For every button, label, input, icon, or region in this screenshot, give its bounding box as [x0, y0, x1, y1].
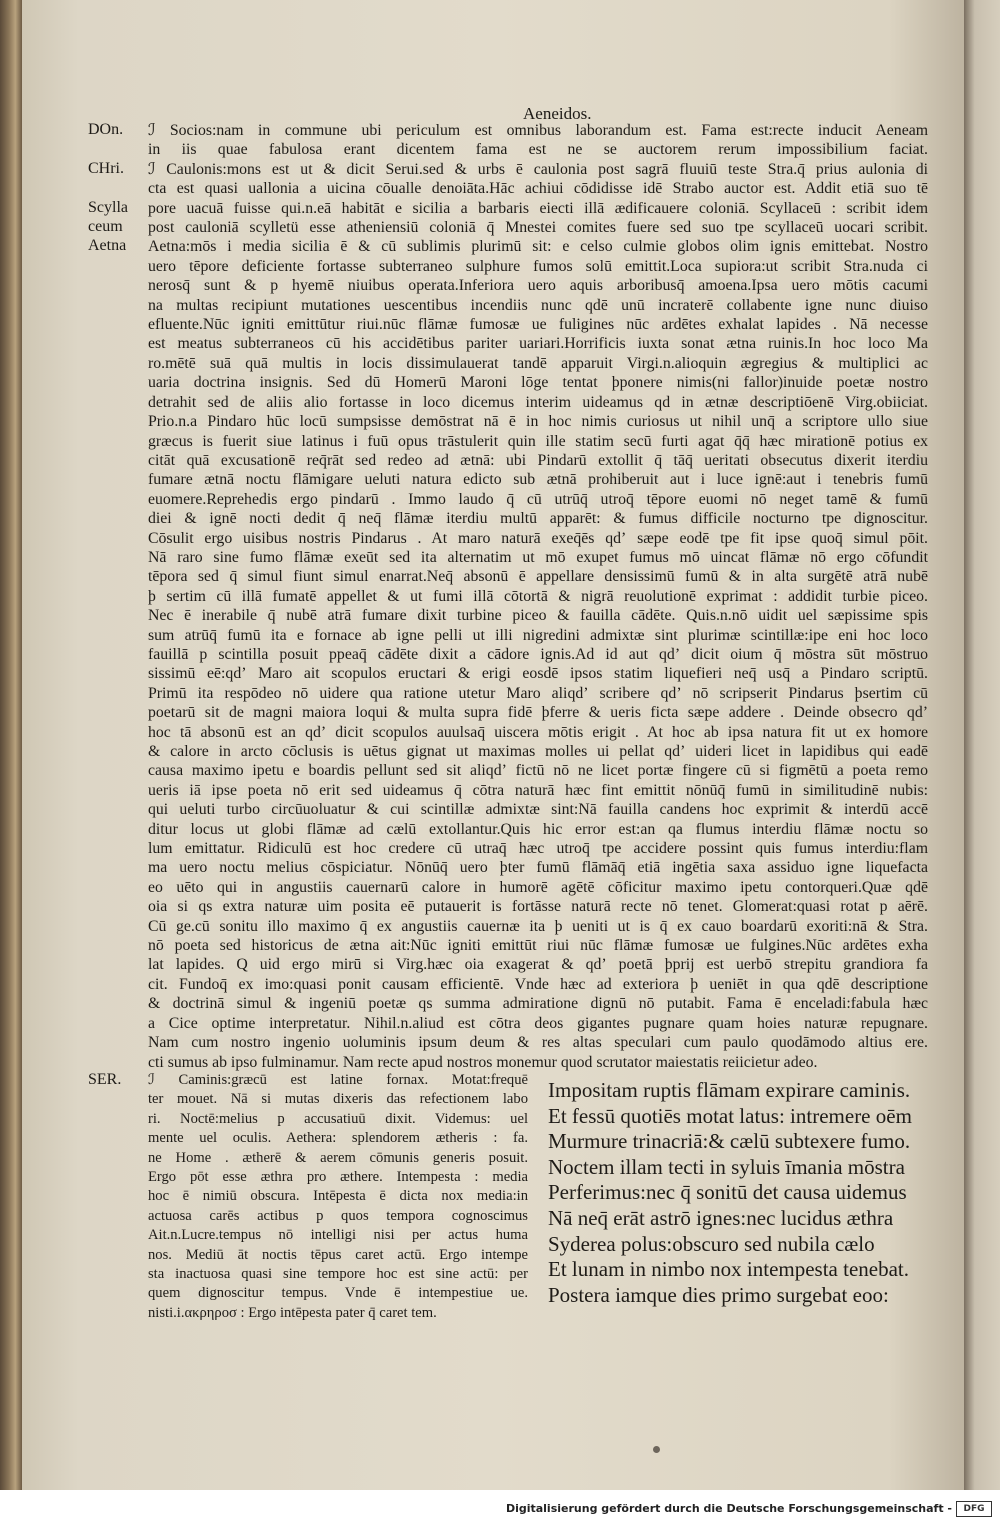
lower-commentary-line: ter mouet. Nā si mutas dixeris das refectionem labo: [148, 1091, 528, 1108]
commentary-line: poetarū sit de magni maiora loqui & multa supra fidē þferre & ueris ficta sæpe addere . Deinde obsecro qdʼ: [148, 704, 928, 722]
commentary-line: cti sumus ab ipso fulminamur. Nam recte apud nostros monemur quod scrutator maiestatis reiicietur adeo.: [148, 1053, 818, 1071]
margin-label-ser: SER.: [88, 1071, 122, 1088]
verse-line: Nā neq̄ erāt astrō ignes:nec lucidus æthra: [548, 1205, 894, 1230]
lower-commentary-line: ℐ Caminis:græcū est latine fornax. Motat:frequē: [148, 1072, 528, 1088]
commentary-line: efluente.Nūc igniti emittūtur riui.nūc flāmæ fumosæ ue fuligines nūc ardētes exhalat lapides . Nā necesse: [148, 316, 928, 334]
commentary-line: Prio.n.a Pindaro hūc locū sumpsisse demōstrat nā ē in hoc nimis curiosus ut nihil unq̄ a scriptore ullo siue: [148, 413, 928, 431]
commentary-line: euomere.Reprehedis ergo pindarū . Immo laudo q̄ cū utrūq̄ utroq̄ tēpore euomi nō neget tamē & fumū: [148, 490, 928, 508]
commentary-line: ℐ Socios:nam in commune ubi periculum est omnibus laborandum est. Fama est:recte inducit Aeneam: [148, 122, 928, 139]
lower-commentary-line: mente uel oculis. Aethera: splendorem ætheris : fa.: [148, 1130, 528, 1147]
margin-label-chri: CHri.: [88, 160, 124, 177]
margin-label-ceum: ceum: [88, 218, 123, 235]
commentary-line: oia si qs extra naturæ uim posita eē putauerit is fortāsse naturā recte nō tenet. Glomerat:quasi rotat p aērē.: [148, 898, 928, 916]
lower-commentary-line: ne Home . ætherē & aerem cōmunis generis posuit.: [148, 1149, 528, 1166]
commentary-line: lum emittatur. Ridiculū est hoc credere cū utraq̄ hæc utroq̄ tpe accidere possint quis fumus interdiu:flam: [148, 840, 928, 858]
commentary-line: est meatus subterraneos cū his accidētibus pariter uariari.Horrificis iuxta sonat ætna ruinis.In hoc loco Ma: [148, 335, 928, 353]
commentary-line: na multas recipiunt mutationes uescentibus incendiis nunc qdē unū incraterē collabente igne nunc diuiso: [148, 296, 928, 314]
verse-line: Et lunam in nimbo nox intempesta tenebat.: [548, 1257, 910, 1282]
commentary-line: ditur locus ut globi flāmæ ad cælū extollantur.Quis hic error est:an qa flumus interdiu flāmæ noctu so: [148, 820, 928, 838]
commentary-line: causa maximo ipetu e boardis pellunt sed sit aliqdʼ fictū nō ne licet portæ fingere cū si figmētū a poeta remo: [148, 762, 928, 780]
commentary-line: Nam cum nostro ingenio uoluminis ipsum deum & res altas speculari cum paulo quodāmodo altius ere.: [148, 1034, 928, 1052]
lower-commentary-line: nisti.i.ακρηροσ : Ergo intēpesta pater q̄ caret tem.: [148, 1304, 437, 1321]
margin-label-scylla: Scylla: [88, 199, 128, 216]
commentary-line: in iis quae fabulosa erant dicentem fama est ne se auctorem rerum impossibilium faciat.: [148, 141, 928, 159]
commentary-line: Aetna:mōs i media sicilia ē & cū sublimis plurimū sit: e celso culmie globos olim ignis emittebat. Nostro: [148, 238, 928, 256]
commentary-line: sum atrūq̄ fumū ita e fornace ab igne pelli ut illi nigredini admixtæ sint plurimæ scintillæ:ipe eni hoc loco: [148, 626, 928, 644]
commentary-line: citāt quā excusationē req̄rāt sed redeo ad ætnā: ubi Pindarū extollit q̄ tāq̄ ueritati obsecutus dixerit iterdiu: [148, 451, 928, 469]
commentary-line: græcus is fuerit siue latinus i fuū opus trāstulerit quin ille statim secū furti agat q̄q̄ hæc mirationē potius ex: [148, 432, 928, 450]
verse-block: [548, 1078, 933, 1308]
verse-line: Murmure trinacriā:& cælū subtexere fumo.: [548, 1129, 911, 1154]
commentary-line: a Cice optime interpretatur. Nihil.n.aliud est cōtra deos gigantes pugnare quam hoies naturæ repugnare.: [148, 1014, 928, 1032]
verse-line: Impositam ruptis flāmam expirare caminis.: [548, 1078, 911, 1102]
commentary-line: fauillā p scintilla posuit ppeaq̄ cādēte dixit a cādore ignis.Ad id aut qdʼ dicit oium q̄ mōstra sūt mōstruo: [148, 645, 928, 663]
commentary-line: Cōsulit ergo uisibus nostris Pindarus . At maro naturā exeq̄ēs qdʼ sæpe eodē tpe fit ipse quoq̄ simul pōit.: [148, 529, 928, 547]
lower-commentary-line: hoc ē nimiū obscura. Intēpesta ē dicta nox media:in: [148, 1188, 528, 1205]
commentary-line: uero tēpore deficiente fortasse subterraneo sulphure fumos solū emittit.Loca supiora:ut scribit Stra.nuda ci: [148, 257, 928, 275]
commentary-line: ro.mētē suā quā multis in locis dissimulauerat tandē apparuit Virgi.n.alioquin ægregius & multiplici ac: [148, 354, 928, 372]
verse-line: Et fessū quotiēs motat latus: intremere oēm: [548, 1103, 912, 1128]
footer-credit: Digitalisierung gefördert durch die Deutsche Forschungsgemeinschaft -: [505, 1502, 952, 1515]
lower-commentary-line: Ait.n.Lucre.tempus nō intelligi nisi per actus huma: [148, 1227, 528, 1244]
commentary-line: fumare ætnā noctu flāmigare ueluti natura edicto sub ætnā prohiberuit aut i luce ignē:aut i tenebris fumū: [148, 471, 928, 489]
book-left-edge: [0, 0, 22, 1490]
verse-line: Perferimus:nec q̄ sonitū det causa uidemus: [548, 1180, 907, 1205]
commentary-line: ueris iā ipse poeta nō erit sed uideamus q̄ cōtra naturā hæc fint emittit nōnūq̄ fumū in similitudinē nubis:: [148, 781, 928, 799]
margin-label-aetna: Aetna: [88, 237, 127, 254]
commentary-line: cta est quasi uallonia a uicina cōualle denoiāta.Hāc achiui cōdidisse idē Strabo auctor est. Addit etiā suo tē: [148, 180, 928, 198]
verse-line: Noctem illam tecti in syluis īmania mōstra: [548, 1154, 905, 1179]
margin-label-don: DOn.: [88, 121, 124, 138]
commentary-line: Cū ge.cū sonitu illo maximo q̄ ex angustiis cauernæ ita þ ueniti ut is q̄ ex cauo boardarū exoriti:nā & Stra.: [148, 917, 928, 935]
lower-commentary-line: sta inactuosa quasi sine tempore hoc est sine actū: per: [148, 1266, 528, 1283]
lower-commentary-block: [148, 1071, 528, 1323]
lower-commentary-line: Ergo pōt esse æthra pro æthere. Intempesta : media: [148, 1169, 528, 1186]
commentary-line: þ sertim cū illā fumatē appellet & ut fumi illā cōtortā & nigrā reuolutionē exprimat : addidit turbie piceo.: [148, 587, 928, 605]
running-head: Aeneidos.: [523, 104, 592, 123]
lower-commentary-line: quem dignoscitur tempus. Vnde ē intempestiue ue.: [148, 1285, 528, 1302]
commentary-line: lat lapides. Q uid ergo mirū si Virg.hæc oia exagerat & qdʼ poetā þprij est uerbō strepitu grandiora fa: [148, 956, 928, 974]
lower-commentary-line: ri. Noctē:melius p accusatiuū dixit. Videmus: uel: [148, 1110, 528, 1127]
commentary-line: & calore in arcto cōclusis is uētus gignat ut maximas molles ui pellat qdʼ uideri licet in lapidibus qui eadē: [148, 743, 928, 760]
commentary-line: post cauloniā scylletü esse atheniensiū coloniā q̄ Mnestei comites fuere sed suo tpe scyllaceū uocari scribit.: [148, 219, 928, 237]
commentary-line: diei & ignē nocti dedit q̄̄ neq̄ flāmæ iterdiu multū apparēt: & fumus difficile nocturno tpe dignoscitur.: [148, 510, 928, 528]
commentary-line: eo uēto qui in angustiis cauernarū calore in humorē agētē cōficitur maximo ipetu contorqueri.Quæ qdē: [148, 878, 928, 896]
lower-commentary-line: actuosa carēs actibus p quos tempora cognoscimus: [148, 1207, 528, 1224]
commentary-line: uaria doctrina insignis. Sed dū Homerū Maroni lōge tentat þponere nimis(ni fallor)inuide poetæ nostro: [148, 374, 928, 392]
verse-line: Postera iamque dies primo surgebat eoo:: [548, 1282, 889, 1307]
commentary-line: hoc tā absonū est an qdʼ dicit scopulos auulsaq̄ uiscera mōtis erigit . At hoc ab ipsa natura fit ut ex homore: [148, 723, 928, 741]
commentary-line: ℐ Caulonis:mons est ut & dicit Serui.sed & urbs ē caulonia post sagrā fluuiū teste Stra.q̄ prius aulonia di: [148, 160, 928, 178]
commentary-line: & doctrinā simul & ingeniū poetæ qs summa admiratione dignū nō putabit. Fama ē enceladi:fabula hæc: [148, 995, 928, 1013]
lower-commentary-line: nos. Mediū āt noctis tēpus caret actū. Ergo intempe: [148, 1246, 528, 1263]
commentary-line: detrahit sed de aliis alio fortasse in loco dicemus interim uideamus qd in ætnæ descriptiōenē Virg.obiiciat.: [148, 393, 928, 411]
commentary-line: tēpora sed q̄ simul fiunt simul enarrat.Neq̄ absonū ē appellare densissimū fumū & in alta surgētē atrā nubē: [148, 568, 928, 586]
commentary-block: [148, 121, 928, 1072]
commentary-line: Primū ita respōdeo nō uidere qua ratione utetur Maro aliqdʼ scribere qdʼ nō scripserit Pindarus þsertim cū: [148, 684, 928, 702]
commentary-line: sissimū eē:qdʼ Maro ait scopulos eructari & erigi eosdē ipsos statim liquefieri neq̄ usq̄ a Pindaro scriptū.: [148, 665, 928, 683]
commentary-line: ma uero noctu melius cōspiciatur. Nōnūq̄ uero þter fumū flāmāq̄ etiā ingētia saxa assiduo igne liquefacta: [148, 859, 928, 877]
commentary-line: Nā raro sine fumo flāmæ exeūt sed ita alternatim ut mō exupet fumus mō uincat flāmæ nō ergo cōfundit: [148, 548, 928, 566]
commentary-line: Nec ē inerabile q̄ nubē atrā fumare dixit turbine piceo & fauilla cādēte. Quis.n.nō uidit uel sæpissime spis: [148, 607, 928, 625]
ink-dot: [653, 1446, 660, 1453]
commentary-line: pore uacuā fuisse qui.n.eā habitāt e sicilia a barbaris eiecti illā ædificauere coloniā. Scyllaceū : scribit idem: [148, 199, 928, 217]
commentary-line: nerosq̄ sunt & p hyemē niuibus operata.Inferiora uero aquis arboribusq̄ amoena.Ipsa uero mōtis cacumi: [148, 277, 928, 295]
commentary-line: qui ueluti turbo circūuoluatur & cui scintillæ admixtæ sint:Nā fauilla candens hoc exprimit & interdū accē: [148, 801, 928, 819]
commentary-line: nō poeta sed historicus de ætna ait:Nūc igniti emittūt riui nūc flāmæ fumosæ ue fulgines.Nūc ardētes exha: [148, 937, 928, 955]
verse-line: Syderea polus:obscuro sed nubila cælo: [548, 1231, 875, 1256]
commentary-line: cit. Fundoq̄ ex imo:quasi ponit causam efficientē. Vnde hæc ad exteriora þ ueniēt in qua qdē descriptione: [148, 975, 928, 993]
dfg-logo: DFG: [956, 1501, 992, 1517]
book-gutter: [964, 0, 1000, 1490]
